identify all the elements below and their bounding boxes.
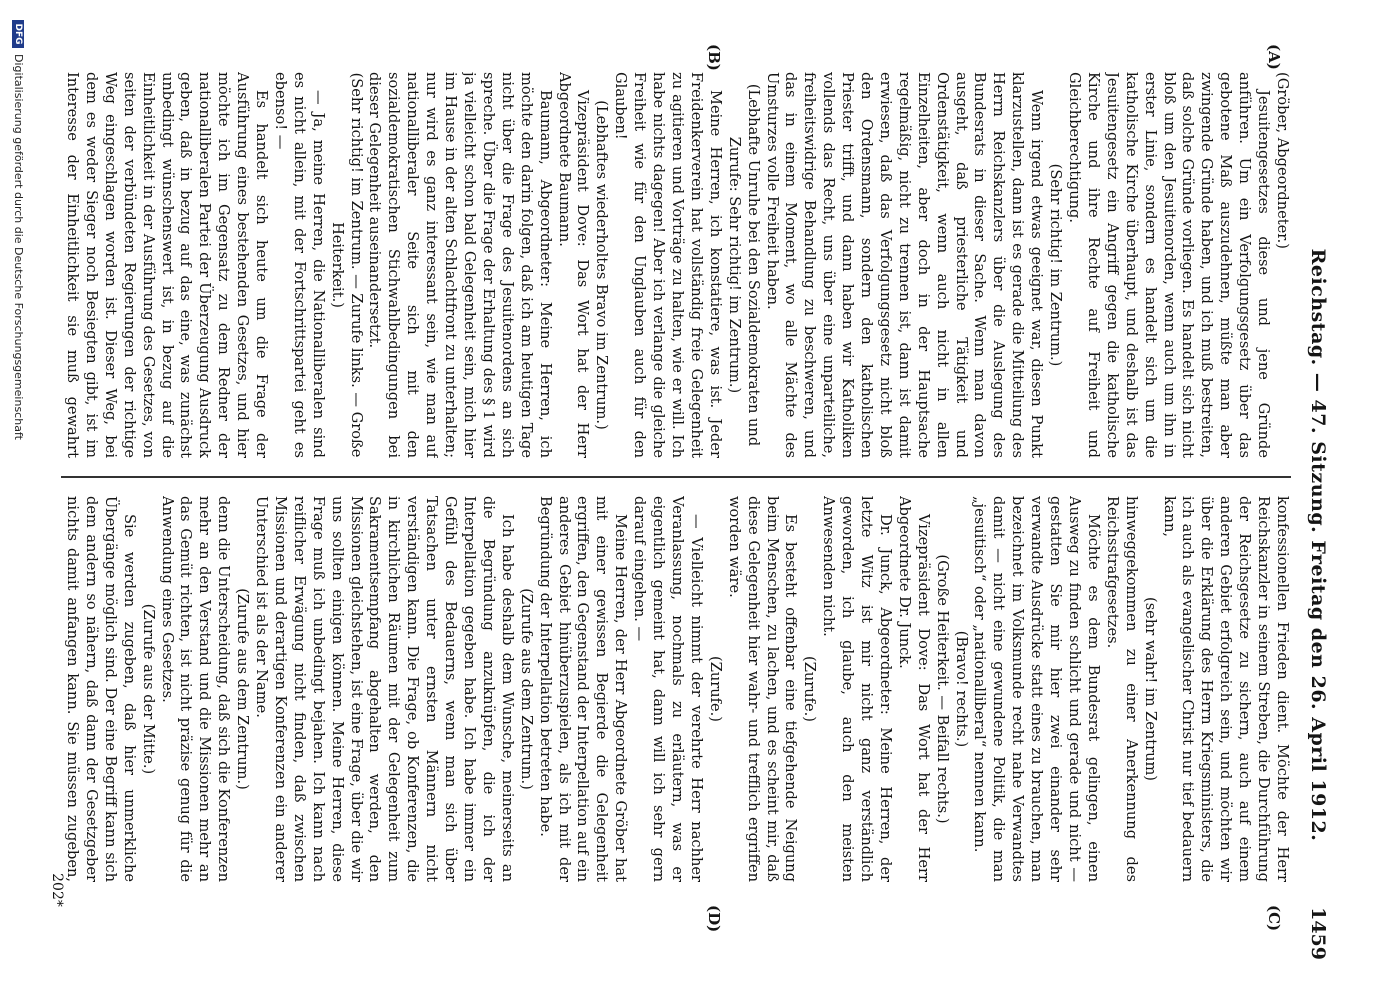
right-column-paragraph: konfessionellen Frieden dient. Möchte der Herr Reichskanzler in seinem Streben, die Durchführung der Reichsgesetze zu sichern, auch auf einem anderen Gebiet erfolgreich sein, und möchten wir über die Erklärung des Herrn Kriegsministers, die ich auch als evangelischer Christ nur tief bedauern kann, (1160, 496, 1291, 882)
right-column-paragraph: (Zurufe aus dem Zentrum.) (234, 588, 252, 790)
right-column-paragraph: Es besteht offenbar eine tiefgehende Neigung beim Menschen, zu lachen, und es scheint mir, daß diese Gelegenheit hier wahr- und trefflich ergriffen worden wäre. (725, 496, 800, 882)
right-column-paragraph: (sehr wahr! im Zentrum) (1141, 597, 1159, 781)
right-column-paragraph: Sie werden zugeben, daß hier unmerkliche Übergänge möglich sind. Der eine Begriff kann sich dem andern so nähern, daß dann der Gesetzgeber nichts damit anfangen kann. Sie müssen zugeben, (64, 496, 138, 882)
left-column-paragraph: (Gröber, Abgeordneter.) (1274, 72, 1291, 249)
left-column-paragraph: (Lebhaftes wiederholtes Bravo im Zentrum.) (593, 100, 611, 430)
right-column-paragraph: (Bravo! rechts.) (952, 630, 970, 748)
left-column-paragraph: Jesuitengesetzes diese und jene Gründe anführen. Um ein Verfolgungsgesetz über das gebotene Maß auszudehnen, müßte man aber zwingende Gründe haben, und ich muß bestreiten, daß solche Gründe vorliegen. Es handelt sich nicht bloß um den Jesuitenorden, wenn auch um ihn in erster Linie, sondern es handelt sich um die katholische Kirche überhaupt, und deshalb ist das Jesuitengesetz ein Angriff gegen die katholische Kirche und ihre Rechte auf Freiheit und Gleichberechtigung. (1066, 72, 1273, 458)
right-column-paragraph: Vizepräsident Dove: Das Wort hat der Herr Abgeordnete Dr. Junck. (895, 496, 932, 882)
left-column-paragraph: (Sehr richtig! im Zentrum. — Zurufe links. — Große Heiterkeit.) (328, 72, 365, 458)
right-text-column (61, 496, 1291, 882)
margin-mark-d: (D) (705, 905, 723, 933)
right-column-paragraph: Meine Herren, der Herr Abgeordnete Gröber hat mit einer gewissen Begierde die Gelegenheit ergriffen, den Gegenstand der Interpellation auf ein anderes Gebiet hinüberzuspielen, als ich mit der Begründung der Interpellation betreten habe. (536, 496, 630, 882)
margin-mark-c: (C) (1265, 905, 1283, 932)
left-text-column (61, 72, 1291, 458)
left-column-paragraph: (Lebhafte Unruhe bei den Sozialdemokraten und Zurufe: Sehr richtig! im Zentrum.) (725, 83, 762, 447)
left-column-paragraph: Es handelt sich heute um die Frage der Ausführung eines bestehenden Gesetzes, und hier möchte ich im Gegensatz zu dem Redner der nationalliberalen Partei der Überzeugung Ausdruck geben, daß in bezug auf das eine, was zunächst unbedingt wünschenswert ist, in bezug auf die Einheitlichkeit in der Ausführung des Gesetzes, von seiten der verbündeten Regierungen der richtige Weg eingeschlagen worden ist. Dieser Weg, bei dem es weder Sieger noch Besiegten gibt, ist im Interesse der Einheitlichkeit sie muß gewahrt (64, 72, 271, 458)
left-column-paragraph: Vizepräsident Dove: Das Wort hat der Herr Abgeordnete Baumann. (555, 72, 592, 458)
left-column-paragraph: Baumann, Abgeordneter: Meine Herren, ich möchte den darin folgen, daß ich am heutigen Tage nicht über die Frage des Jesuitenordens an sich spreche. Über die Frage der Erhaltung des § 1 wird ja vielleicht schon bald Gelegenheit sein, mich hier im Hause in der alten Schlachtfront zu unterhalten; nur wird es ganz interessant sein, wie man auf nationalliberaler Seite sich mit den sozialdemokratischen Stichwahlbedingungen bei dieser Gelegenheit auseinandersetzt. (366, 72, 554, 458)
right-column-paragraph: hinweggekommen zu einer Anerkennung des Reichsstrafgesetzes. (1103, 496, 1140, 882)
margin-mark-b: (B) (705, 44, 723, 71)
left-column-paragraph: Wenn irgend etwas geeignet war, diesen Punkt klarzustellen, dann ist es gerade die Mitteilung des Herrn Reichskanzlers über die Auslegung des Bundesrats in dieser Sache. Wenn man davon ausgeht, daß priesterliche Tätigkeit und Ordenstätigkeit, wenn auch nicht in allen Einzelheiten, aber doch in der Hauptsache regelmäßig, nicht zu trennen ist, dann ist damit erwiesen, daß das Verfolgungsgesetz nicht bloß den Ordensmann, sondern den katholischen Priester trifft, und dann haben wir Katholiken vollends das Recht, uns über eine unparteiliche, freiheitswidrige Behandlung zu beschweren, und das in einem Moment, wo alle Mächte des Umsturzes volle Freiheit haben. (763, 72, 1046, 458)
header-title: Reichstag. — 47. Sitzung. Freitag den 26. April 1912. (1307, 248, 1329, 842)
right-column-paragraph: Dr. Junck, Abgeordneter: Meine Herren, der letzte Witz ist mir nicht ganz verständlich geworden, ich glaube, auch den meisten Anwesenden nicht. (820, 496, 894, 882)
left-column-paragraph: (Sehr richtig! im Zentrum.) (1047, 163, 1065, 367)
footer-note (12, 20, 25, 720)
header-page-number: 1459 (1307, 907, 1329, 960)
right-column-paragraph: (Zurufe aus der Mitte.) (139, 603, 157, 775)
footer-note-text: Digitalisierung gefördert durch die Deutsche Forschungsgemeinschaft (12, 54, 25, 440)
left-column-paragraph: Meine Herren, ich konstatiere, was ist. Jeder Freidenkerverein hat vollständig freie Gelegenheit zu agitieren und Vorträge zu halten, wie er will. Ich habe nichts dagegen! Aber ich verlange die gleiche Freiheit wie für den Unglauben auch für den Glauben! (612, 72, 724, 458)
page-number: 202* (49, 873, 65, 907)
page-header (1301, 60, 1335, 960)
left-column-paragraph: — Ja, meine Herren, die Nationalliberalen sind es nicht allein, mit der Fortschrittspartei geht es ebenso! — (271, 72, 327, 458)
right-column-paragraph: denn die Unterscheidung, daß sich die Konferenzen mehr an den Verstand und die Missionen mehr an das Gemüt richten, ist nicht präzise genug für die Anwendung eines Gesetzes. (158, 496, 233, 882)
column-divider (61, 476, 1291, 478)
margin-mark-a: (A) (1265, 44, 1283, 70)
right-column-paragraph: — Vielleicht nimmt der verehrte Herr nachher Veranlassung, nochmals zu erläutern, was er eigentlich gemeint hat, dann will ich sehr gern darauf eingehen. — (631, 496, 705, 882)
right-column-paragraph: Möchte es dem Bundesrat gelingen, einen Ausweg zu finden schlicht und gerade und nicht — gestatten Sie mir hier zwei einander sehr verwandte Ausdrücke statt eines zu brauchen, man bezeichnet im Volksmunde recht nahe Verwandtes damit — nicht eine gewundene Politik, die man „jesuitisch“ oder „nationalliberal“ nennen kann. (971, 496, 1102, 882)
right-column-paragraph: (Zurufe.) (801, 656, 819, 722)
right-column-paragraph: (Zurufe aus dem Zentrum.) (517, 588, 535, 790)
right-column-paragraph: (Große Heiterkeit. — Beifall rechts.) (933, 554, 951, 824)
right-column-paragraph: (Zurufe.) (706, 656, 724, 722)
right-column-paragraph: Ich habe deshalb dem Wunsche, meinerseits an die Begründung anzuknüpfen, die ich der Interpellation gegeben habe. Ich habe immer ein Gefühl des Bedauerns, wenn man sich über Tatsachen unter ernsten Männern nicht verständigen kann. Die Frage, ob Konferenzen, die in kirchlichen Räumen mit der Gelegenheit zum Sakramentsempfang abgehalten werden, den Missionen gleichstehen, ist eine Frage, über die wir uns sollten einigen können. Meine Herren, diese Frage muß ich unbedingt bejahen. Ich kann nach reiflicher Erwägung nicht finden, daß zwischen Missionen und derartigen Konferenzen ein anderer Unterschied ist als der Name. (253, 496, 516, 882)
dfg-logo: DFG (13, 20, 25, 48)
